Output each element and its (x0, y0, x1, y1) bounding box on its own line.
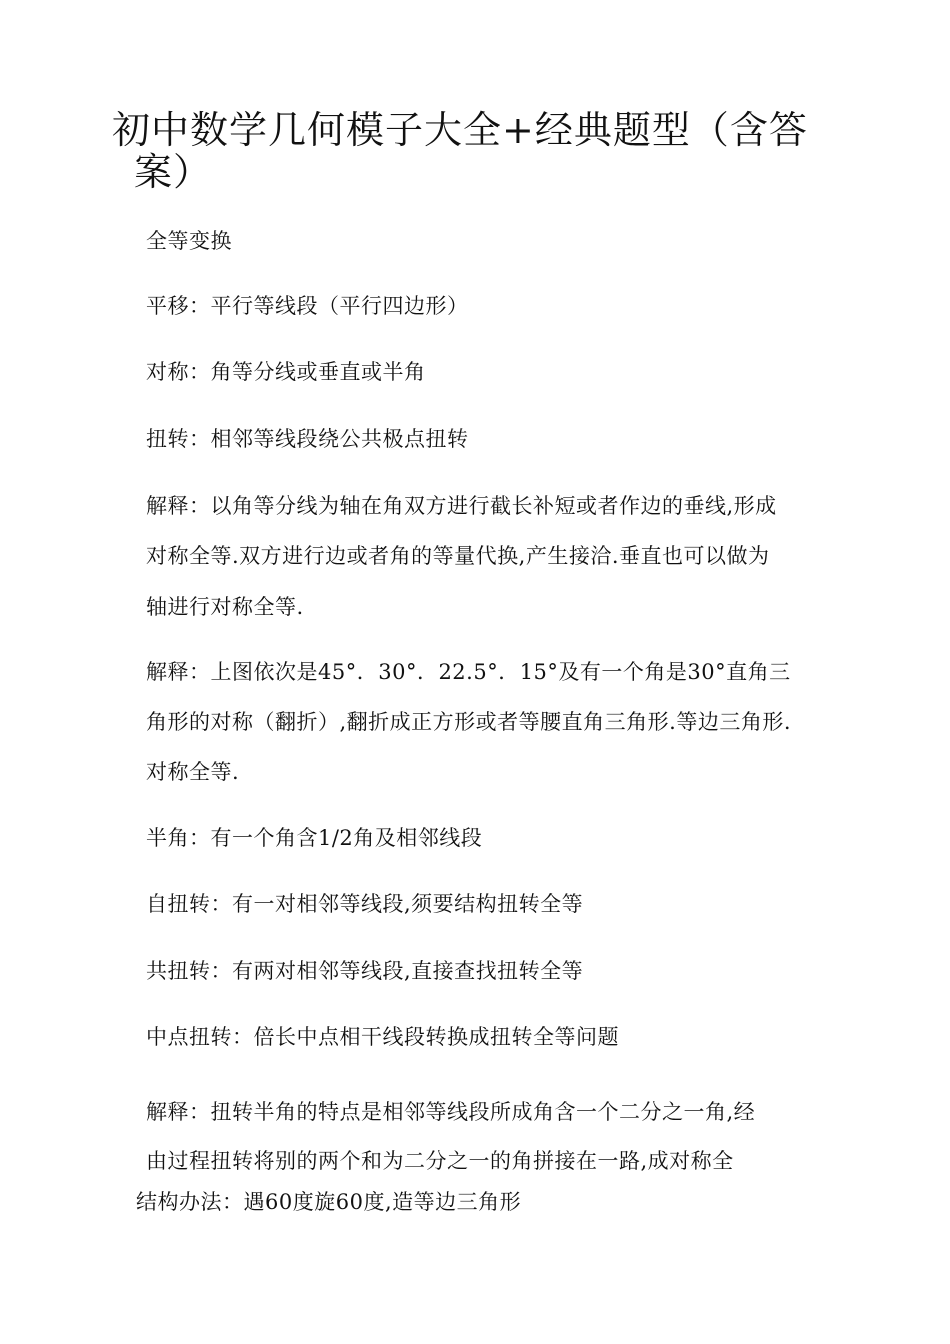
paragraph: 结构办法：遇60度旋60度,造等边三角形 (136, 1190, 522, 1214)
paragraph: 解释：以角等分线为轴在角双方进行截长补短或者作边的垂线,形成 (146, 494, 777, 518)
paragraph: 解释：扭转半角的特点是相邻等线段所成角含一个二分之一角,经 (146, 1100, 756, 1124)
paragraph: 平移：平行等线段（平行四边形） (146, 294, 469, 318)
paragraph: 中点扭转：倍长中点相干线段转换成扭转全等问题 (146, 1025, 619, 1049)
paragraph: 扭转：相邻等线段绕公共极点扭转 (146, 427, 469, 451)
paragraph: 共扭转：有两对相邻等线段,直接查找扭转全等 (146, 959, 584, 983)
paragraph: 自扭转：有一对相邻等线段,须要结构扭转全等 (146, 892, 584, 916)
paragraph: 对称全等. (146, 760, 240, 784)
paragraph: 对称全等.双方进行边或者角的等量代换,产生接洽.垂直也可以做为 (146, 544, 770, 568)
section-heading: 全等变换 (146, 229, 232, 253)
paragraph: 轴进行对称全等. (146, 595, 304, 619)
paragraph: 由过程扭转将别的两个和为二分之一的角拼接在一路,成对称全 (146, 1149, 734, 1173)
paragraph: 角形的对称（翻折）,翻折成正方形或者等腰直角三角形.等边三角形. (146, 710, 792, 734)
paragraph: 解释：上图依次是45°．30°．22.5°．15°及有一个角是30°直角三 (146, 660, 791, 684)
document-title-line-2: 案） (134, 150, 213, 194)
paragraph: 对称：角等分线或垂直或半角 (146, 360, 426, 384)
document-title-line-1: 初中数学几何模子大全+经典题型（含答 (112, 108, 808, 152)
paragraph: 半角：有一个角含1/2角及相邻线段 (146, 826, 483, 850)
